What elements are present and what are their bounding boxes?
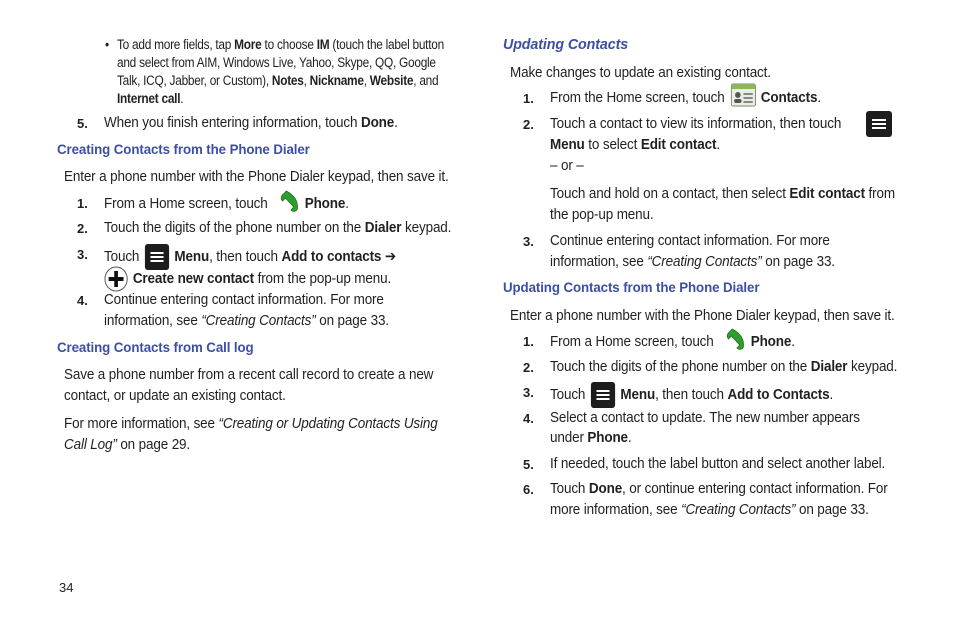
step-number: 1. — [523, 334, 534, 349]
step-text-cont: information, see “Creating Contacts” on page 33. — [550, 254, 835, 270]
step-number: 1. — [523, 91, 534, 106]
step-text: Touch the digits of the phone number on the Dialer keypad. — [104, 220, 452, 236]
phone-icon — [721, 325, 747, 353]
section-heading: Updating Contacts — [503, 36, 629, 53]
step-number: 2. — [523, 117, 534, 132]
section-heading: Updating Contacts from the Phone Dialer — [503, 279, 760, 295]
bullet-line-2: and select from AIM, Windows Live, Yahoo, Skype, QQ, Google — [117, 55, 436, 70]
step-number: 2. — [77, 221, 88, 236]
section-intro: Enter a phone number with the Phone Dialer keypad, then save it. — [510, 308, 895, 324]
step-text-cont: information, see “Creating Contacts” on page 33. — [104, 313, 389, 329]
paragraph: For more information, see “Creating or Updating Contacts Using — [64, 416, 438, 432]
step-text-alt: Touch and hold on a contact, then select Edit contact from — [550, 186, 895, 202]
step-number: 4. — [523, 411, 534, 426]
step-text: Touch Menu, then touch Add to contacts ➔ — [104, 244, 396, 270]
step-number: 3. — [77, 247, 88, 262]
step-text: Touch Menu, then touch Add to Contacts. — [550, 382, 833, 408]
step-text: Continue entering contact information. For more — [550, 233, 830, 249]
step-text: Continue entering contact information. For more — [104, 292, 384, 308]
paragraph: contact, or update an existing contact. — [64, 388, 286, 404]
step-number: 5. — [77, 116, 88, 131]
step-text-cont: under Phone. — [550, 430, 632, 446]
menu-icon — [591, 382, 615, 408]
step-text: From a Home screen, touch Phone. — [104, 193, 349, 215]
step-text: Touch Done, or continue entering contact information. For — [550, 481, 888, 497]
section-intro: Enter a phone number with the Phone Dialer keypad, then save it. — [64, 169, 449, 185]
section-heading: Creating Contacts from Call log — [57, 339, 254, 355]
bullet-line-3: Talk, ICQ, Jabber, or Custom), Notes, Nickname, Website, and — [117, 73, 439, 88]
step-text: If needed, touch the label button and select another label. — [550, 456, 886, 472]
step-text-cont: Menu to select Edit contact. — [550, 137, 720, 153]
right-column — [477, 0, 954, 518]
phone-icon — [275, 187, 301, 215]
section-heading: Creating Contacts from the Phone Dialer — [57, 141, 310, 157]
bullet-line-1: To add more fields, tap More to choose IM (touch the label button — [117, 37, 444, 52]
step-number: 4. — [77, 293, 88, 308]
bullet-dot: • — [105, 37, 109, 52]
step-text-cont: Create new contact from the pop-up menu. — [104, 266, 391, 292]
contacts-icon — [730, 82, 756, 108]
step-text: Touch the digits of the phone number on the Dialer keypad. — [550, 359, 898, 375]
step-number: 3. — [523, 234, 534, 249]
step-number: 3. — [523, 385, 534, 400]
step-number: 2. — [523, 360, 534, 375]
paragraph: Save a phone number from a recent call record to create a new — [64, 367, 434, 383]
step-number: 1. — [77, 196, 88, 211]
menu-icon — [866, 111, 892, 137]
step-text: Select a contact to update. The new number appears — [550, 410, 860, 426]
step-text: From the Home screen, touch Contacts. — [550, 88, 821, 109]
step-number: 5. — [523, 457, 534, 472]
add-icon — [104, 266, 128, 292]
section-intro: Make changes to update an existing contact. — [510, 65, 771, 81]
step-text: When you finish entering information, touch Done. — [104, 115, 398, 131]
arrow-icon: ➔ — [384, 248, 397, 265]
step-text: From a Home screen, touch Phone. — [550, 331, 795, 353]
page-number: 34 — [59, 580, 74, 595]
step-number: 6. — [523, 482, 534, 497]
step-text-cont: more information, see “Creating Contacts” on page 33. — [550, 502, 869, 518]
step-text: Touch a contact to view its information, then touch — [550, 116, 842, 132]
step-text-alt: the pop-up menu. — [550, 207, 654, 223]
paragraph: Call Log” on page 29. — [64, 437, 191, 453]
or-separator: – or – — [550, 158, 584, 174]
bullet-line-4: Internet call. — [117, 91, 184, 106]
